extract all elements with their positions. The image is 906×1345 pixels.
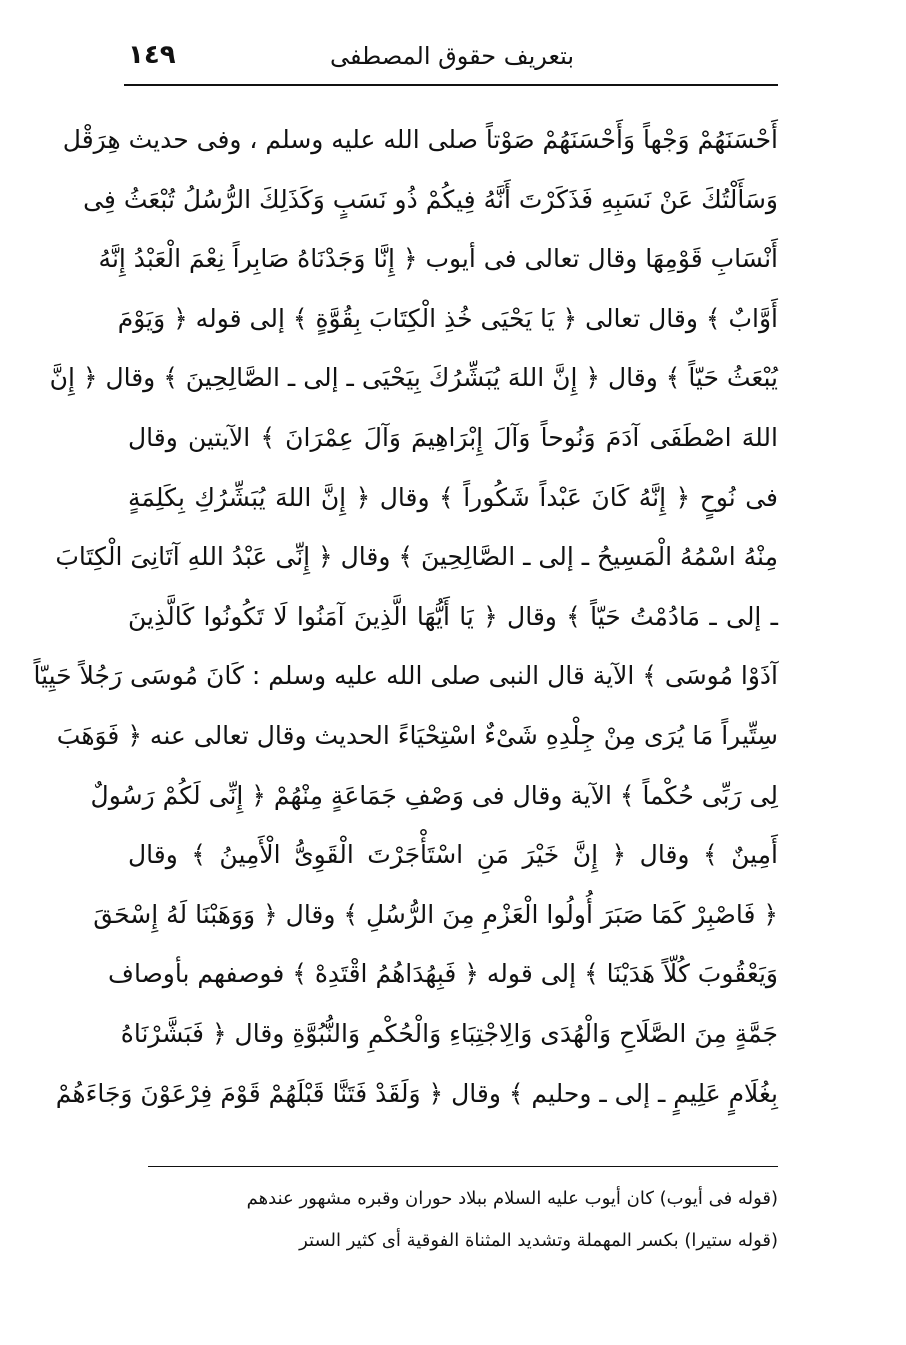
text-line: فى نُوحٍ ﴿ إِنَّهُ كَانَ عَبْداً شَكُوراً ﴾ وقال ﴿ إِنَّ اللهَ يُبَشِّرُكِ بِكَلِمَةٍ <box>128 482 778 512</box>
text-line: وَيَعْقُوبَ كُلّاً هَدَيْنَا ﴾ إلى قوله ﴿ فَبِهُدَاهُمُ اقْتَدِهْ ﴾ فوصفهم بأوصاف <box>108 959 778 989</box>
text-line: أَنْسَابِ قَوْمِهَا وقال تعالى فى أيوب ﴿ إِنَّا وَجَدْنَاهُ صَابِراً نِعْمَ الْعَبْدُ إِنَّهُ <box>98 244 778 274</box>
text-line: وَسَأَلْتُكَ عَنْ نَسَبِهِ فَذَكَرْتَ أَنَّهُ فِيكُمْ ذُو نَسَبٍ وَكَذَلِكَ الرُّسُلُ تُبْعَثُ فِى <box>83 184 778 214</box>
text-line: بِغُلَامٍ عَلِيمٍ ـ إلى ـ وحليم ﴾ وقال ﴿ وَلَقَدْ فَتَنَّا قَبْلَهُمْ قَوْمَ فِرْعَوْنَ وَجَاءَهُمْ <box>55 1078 778 1108</box>
text-line: اللهَ اصْطَفَى آدَمَ وَنُوحاً وَآلَ إِبْرَاهِيمَ وَآلَ عِمْرَانَ ﴾ الآيتين وقال <box>128 422 778 452</box>
text-line: لِى رَبِّى حُكْماً ﴾ الآية وقال فى وَصْفِ جَمَاعَةٍ مِنْهُمْ ﴿ إِنِّى لَكُمْ رَسُولٌ <box>90 780 778 810</box>
text-line: سِتِّيراً مَا يُرَى مِنْ جِلْدِهِ شَىْءٌ اسْتِحْيَاءً الحديث وقال تعالى عنه ﴿ فَوَهَبَ <box>56 720 778 750</box>
text-line: أَوَّابٌ ﴾ وقال تعالى ﴿ يَا يَحْيَى خُذِ الْكِتَابَ بِقُوَّةٍ ﴾ إلى قوله ﴿ وَيَوْمَ <box>117 303 778 333</box>
footnote: (قوله فى أيوب) كان أيوب عليه السلام ببلاد حوران وقبره مشهور عندهم <box>246 1188 778 1209</box>
text-line: أَمِينٌ ﴾ وقال ﴿ إِنَّ خَيْرَ مَنِ اسْتَأْجَرْتَ الْقَوِىُّ الْأَمِينُ ﴾ وقال <box>128 840 778 870</box>
page-header <box>128 38 776 84</box>
text-line: أَحْسَنَهُمْ وَجْهاً وَأَحْسَنَهُمْ صَوْتاً صلى الله عليه وسلم ، وفى حديث هِرَقْل <box>62 125 778 154</box>
body-text <box>33 110 778 1123</box>
footnote: (قوله ستيرا) بكسر المهملة وتشديد المثناة الفوقية أى كثير الستر <box>299 1230 778 1251</box>
text-line: ﴿ فَاصْبِرْ كَمَا صَبَرَ أُولُوا الْعَزْمِ مِنَ الرُّسُلِ ﴾ وقال ﴿ وَوَهَبْنَا لَهُ إِسْحَقَ <box>93 899 778 929</box>
text-line: ـ إلى ـ مَادُمْتُ حَيّاً ﴾ وقال ﴿ يَا أَيُّهَا الَّذِينَ آمَنُوا لَا تَكُونُوا كَالَّذِينَ <box>128 601 778 631</box>
text-line: يُبْعَثُ حَيّاً ﴾ وقال ﴿ إِنَّ اللهَ يُبَشِّرُكَ بِيَحْيَى ـ إلى ـ الصَّالِحِينَ ﴾ وقال ﴿ إِنَّ <box>49 363 778 393</box>
text-line: جَمَّةٍ مِنَ الصَّلَاحِ وَالْهُدَى وَالِاجْتِبَاءِ وَالْحُكْمِ وَالنُّبُوَّةِ وقال ﴿ فَبَشَّرْنَاهُ <box>120 1018 778 1048</box>
text-line: آذَوْا مُوسَى ﴾ الآية قال النبى صلى الله عليه وسلم : كَانَ مُوسَى رَجُلاً حَيِيّاً <box>33 661 778 691</box>
page-number: ١٤٩ <box>128 40 176 70</box>
text-line: مِنْهُ اسْمُهُ الْمَسِيحُ ـ إلى ـ الصَّالِحِينَ ﴾ وقال ﴿ إِنِّى عَبْدُ اللهِ آتَانِىَ الْكِتَابَ <box>55 542 778 572</box>
running-title: بتعريف حقوق المصطفى <box>329 42 575 70</box>
header-rule <box>124 84 778 86</box>
footnote-rule <box>148 1166 778 1167</box>
footnotes <box>222 1178 778 1262</box>
